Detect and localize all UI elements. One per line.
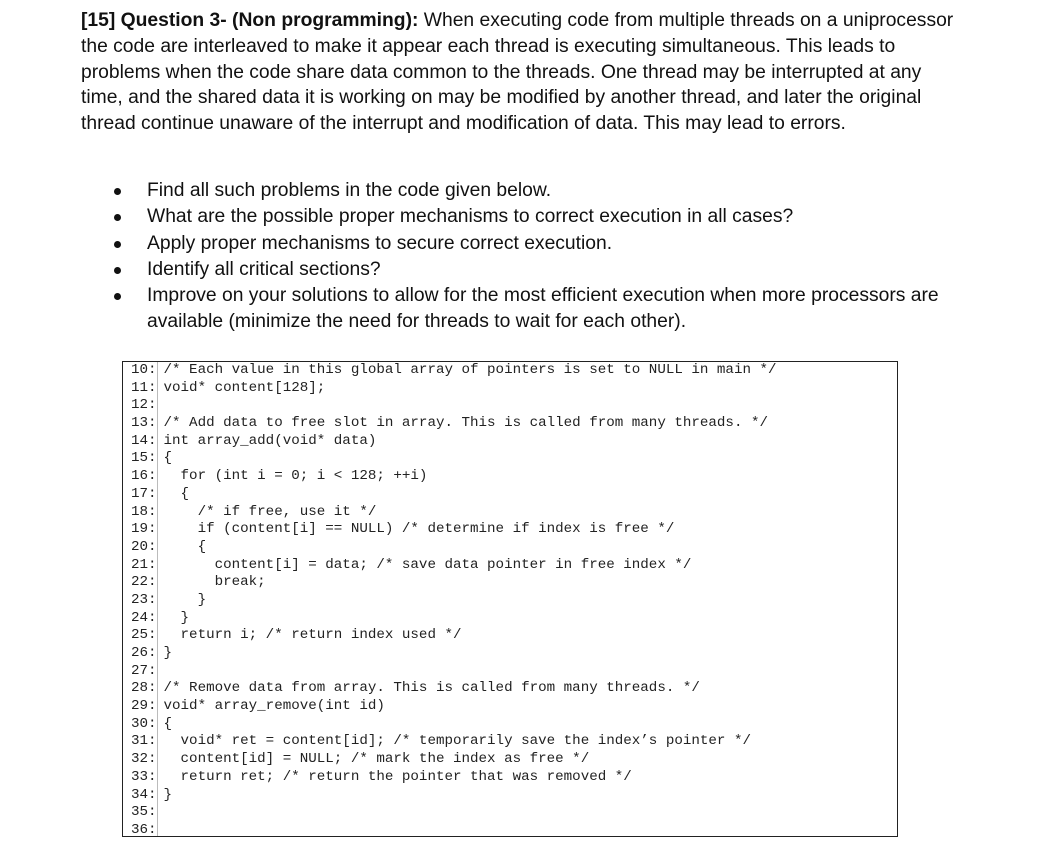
code-line — [131, 362, 777, 380]
line-number: 34: — [131, 786, 157, 803]
line-number: 30: — [131, 715, 157, 732]
question-paragraph — [81, 8, 961, 137]
code-text: return ret; /* return the pointer that was removed */ — [163, 768, 632, 785]
code-line — [131, 751, 777, 769]
line-number: 29: — [131, 698, 157, 715]
line-number: 31: — [131, 733, 157, 750]
task-text: Find all such problems in the code given below. — [147, 180, 552, 201]
line-number: 26: — [131, 645, 157, 661]
line-number: 24: — [131, 609, 157, 626]
task-item — [110, 204, 960, 230]
task-item — [110, 231, 960, 257]
task-text: Improve on your solutions to allow for the most efficient execution when more processors are available (minimize the need for threads to wait for each other). — [147, 285, 939, 333]
line-number: 27: — [131, 662, 157, 679]
code-text: /* Each value in this global array of pointers is set to NULL in main */ — [163, 362, 777, 378]
code-text: /* if free, use it */ — [163, 503, 377, 520]
task-item — [110, 257, 960, 283]
code-listing — [122, 361, 898, 837]
code-line — [131, 733, 777, 751]
code-text: void* ret = content[id]; /* temporarily save the index’s pointer */ — [163, 733, 751, 750]
line-number: 16: — [131, 468, 157, 485]
code-text: { — [163, 450, 173, 467]
line-number: 17: — [131, 485, 157, 502]
code-text: for (int i = 0; i < 128; ++i) — [163, 468, 428, 485]
code-line — [131, 822, 777, 837]
line-number: 15: — [131, 450, 157, 467]
line-number: 23: — [131, 591, 157, 608]
code-line — [131, 433, 777, 451]
task-item — [110, 178, 960, 204]
line-number: 28: — [131, 680, 157, 697]
question-title: [15] Question 3- (Non programming): — [81, 10, 419, 31]
code-text: } — [163, 609, 190, 626]
code-line — [131, 592, 777, 610]
question-body: When executing code from multiple threads on a uniprocessor the code are interleaved to make it appear each thread is executing simultaneous. This leads to problems when the code share data common to the threads. One thread may be interrupted at any time, and the shared data it is working on may be modified by another thread, and later the original thread continue unaware of the interrupt and modification of data. This may lead to errors. — [81, 10, 954, 135]
task-text: What are the possible proper mechanisms to correct execution in all cases? — [147, 206, 794, 228]
code-text: } — [163, 645, 173, 661]
line-number: 12: — [131, 397, 157, 414]
line-number: 18: — [131, 503, 157, 520]
line-number: 35: — [131, 804, 157, 821]
bullet-icon — [114, 188, 121, 195]
line-number: 32: — [131, 751, 157, 768]
code-text: /* Add data to free slot in array. This is called from many threads. */ — [163, 415, 769, 432]
code-text: /* Remove data from array. This is called from many threads. */ — [163, 680, 700, 697]
code-line — [131, 504, 777, 522]
code-text: } — [163, 786, 173, 803]
code-line — [131, 698, 777, 716]
code-line — [131, 539, 777, 557]
code-line — [131, 468, 777, 486]
task-item — [110, 283, 960, 336]
code-line — [131, 680, 777, 698]
task-list — [110, 178, 960, 336]
code-text: return i; /* return index used */ — [163, 627, 462, 644]
code-block — [131, 362, 777, 837]
line-number: 36: — [131, 821, 157, 837]
bullet-icon — [114, 293, 121, 300]
line-number: 13: — [131, 415, 157, 432]
code-text: content[i] = data; /* save data pointer in free index */ — [163, 556, 692, 573]
code-line — [131, 627, 777, 645]
code-text: { — [163, 715, 173, 732]
code-text: break; — [163, 574, 266, 591]
line-number: 10: — [131, 362, 157, 378]
code-text: int array_add(void* data) — [163, 432, 377, 449]
code-line — [131, 486, 777, 504]
code-line — [131, 574, 777, 592]
line-number: 22: — [131, 574, 157, 591]
bullet-icon — [114, 214, 121, 221]
code-line — [131, 450, 777, 468]
bullet-icon — [114, 267, 121, 274]
code-line — [131, 521, 777, 539]
code-text: void* content[128]; — [163, 379, 326, 396]
line-number: 14: — [131, 432, 157, 449]
code-line — [131, 716, 777, 734]
code-line — [131, 557, 777, 575]
code-text: if (content[i] == NULL) /* determine if index is free */ — [163, 521, 675, 538]
code-line — [131, 804, 777, 822]
code-line — [131, 787, 777, 805]
line-number: 33: — [131, 768, 157, 785]
code-line — [131, 663, 777, 681]
bullet-icon — [114, 241, 121, 248]
code-text: void* array_remove(int id) — [163, 698, 385, 715]
code-line — [131, 380, 777, 398]
code-text: { — [163, 485, 190, 502]
line-number: 25: — [131, 627, 157, 644]
code-text: } — [163, 591, 207, 608]
code-line — [131, 397, 777, 415]
code-line — [131, 415, 777, 433]
code-line — [131, 610, 777, 628]
line-number: 11: — [131, 379, 157, 396]
code-line — [131, 645, 777, 663]
line-number: 21: — [131, 556, 157, 573]
code-text: { — [163, 538, 207, 555]
line-number: 19: — [131, 521, 157, 538]
line-number: 20: — [131, 538, 157, 555]
code-text: content[id] = NULL; /* mark the index as free */ — [163, 751, 590, 768]
task-text: Apply proper mechanisms to secure correct execution. — [147, 232, 613, 254]
task-text: Identify all critical sections? — [147, 258, 381, 280]
code-line — [131, 769, 777, 787]
